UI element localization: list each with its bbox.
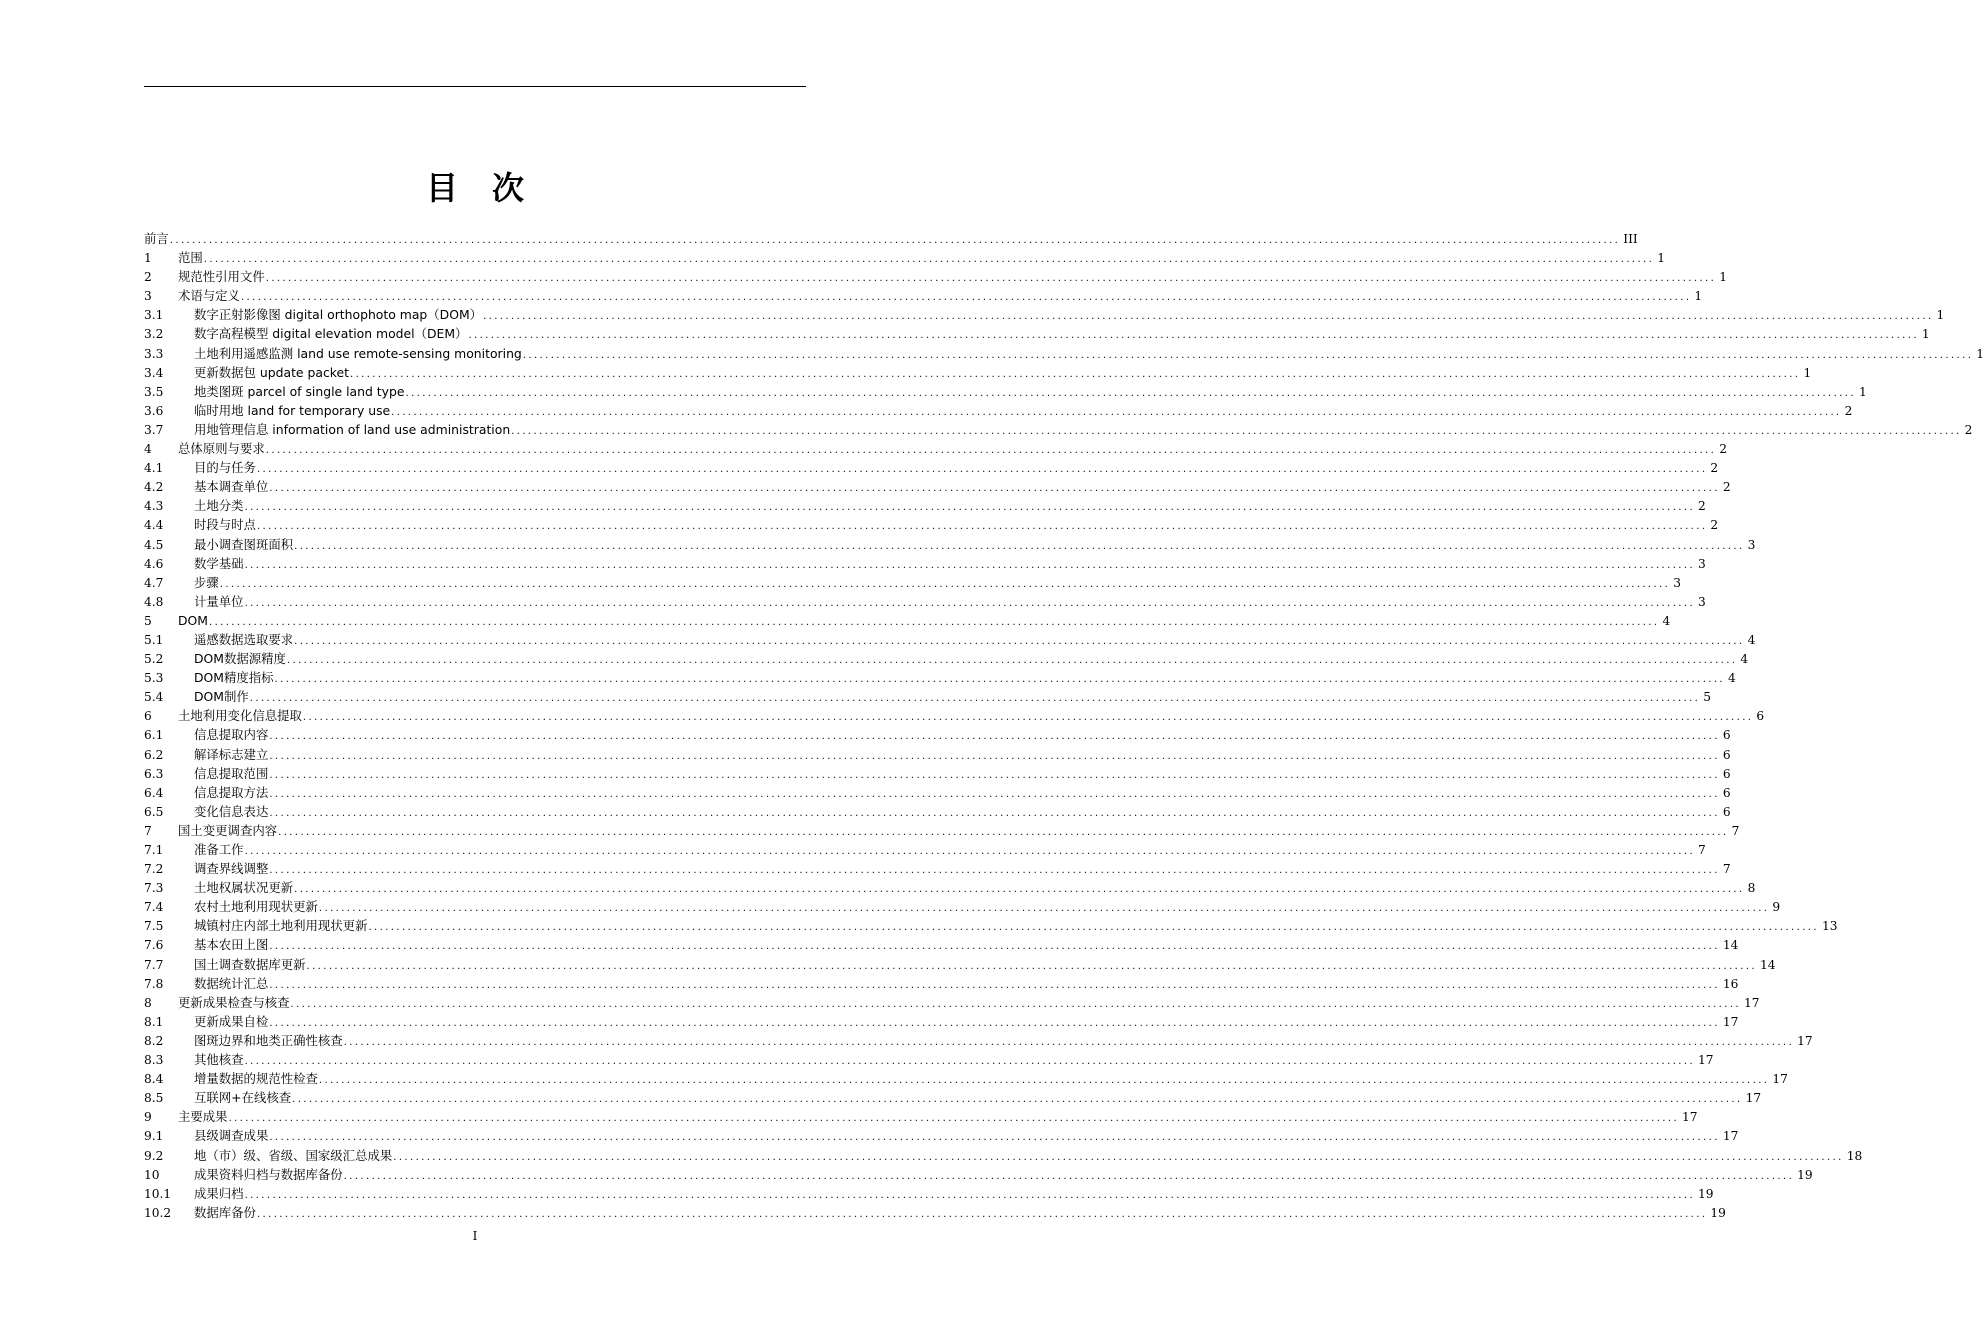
toc-entry-page: 3 xyxy=(1698,556,1706,571)
toc-dot-leader: .................................................................................................................................................................................................................................................................... xyxy=(169,235,1621,246)
toc-entry[interactable] xyxy=(144,668,1736,687)
toc-entry-title: DOM数据源精度 xyxy=(194,651,286,667)
toc-entry-title: 基本调查单位 xyxy=(194,479,269,495)
toc-entry[interactable] xyxy=(144,477,1731,496)
toc-dot-leader: .................................................................................................................................................................................................................................................................... xyxy=(274,674,1726,686)
table-of-contents xyxy=(144,229,1984,1222)
toc-entry-title: 成果归档 xyxy=(194,1185,244,1201)
toc-entry-page: 17 xyxy=(1772,1072,1788,1087)
toc-entry-title: 步骤 xyxy=(194,574,219,590)
toc-entry[interactable] xyxy=(144,1012,1739,1031)
toc-entry-page: 17 xyxy=(1743,995,1760,1010)
toc-entry[interactable] xyxy=(144,344,1984,363)
toc-dot-leader: .................................................................................................................................................................................................................................................................... xyxy=(294,540,1745,552)
toc-entry-title: DOM xyxy=(178,612,208,628)
toc-entry[interactable] xyxy=(144,1050,1714,1069)
toc-entry[interactable] xyxy=(144,267,1727,286)
toc-entry-page: 17 xyxy=(1745,1091,1762,1106)
toc-entry[interactable] xyxy=(144,687,1711,706)
toc-entry-number: 6.1 xyxy=(144,728,164,743)
toc-entry[interactable] xyxy=(144,1031,1813,1050)
toc-dot-leader: .................................................................................................................................................................................................................................................................... xyxy=(278,826,1729,838)
toc-dot-leader: .................................................................................................................................................................................................................................................................... xyxy=(391,406,1842,418)
toc-dot-leader: .................................................................................................................................................................................................................................................................... xyxy=(269,750,1720,762)
toc-entry-title: 成果资料归档与数据库备份 xyxy=(194,1166,343,1182)
toc-entry[interactable] xyxy=(144,496,1706,515)
toc-entry-number: 6.3 xyxy=(144,766,164,781)
toc-entry-title: 农村土地利用现状更新 xyxy=(194,899,318,915)
toc-entry-number: 8.4 xyxy=(144,1072,164,1087)
toc-dot-leader: .................................................................................................................................................................................................................................................................... xyxy=(343,1170,1795,1182)
toc-entry-number: 7.6 xyxy=(144,938,164,953)
toc-dot-leader: .................................................................................................................................................................................................................................................................... xyxy=(349,368,1801,380)
toc-entry[interactable] xyxy=(144,1107,1698,1126)
toc-entry-number: 5 xyxy=(144,613,152,628)
toc-entry-number: 7.4 xyxy=(144,900,164,915)
toc-entry[interactable] xyxy=(144,1203,1726,1222)
toc-entry-title: 信息提取内容 xyxy=(194,727,269,743)
toc-entry[interactable] xyxy=(144,974,1739,993)
toc-entry-title: 土地利用变化信息提取 xyxy=(178,708,302,724)
toc-entry[interactable] xyxy=(144,916,1838,935)
toc-entry-title: 计量单位 xyxy=(194,593,244,609)
toc-entry-number: 8.3 xyxy=(144,1053,164,1068)
toc-entry-number: 3.2 xyxy=(144,327,164,342)
toc-entry-number: 7.8 xyxy=(144,976,164,991)
toc-entry-number: 7.5 xyxy=(144,919,164,934)
toc-entry[interactable] xyxy=(144,592,1706,611)
toc-entry-page: 2 xyxy=(1964,422,1973,437)
toc-entry-title: 更新成果检查与核查 xyxy=(178,994,290,1010)
toc-entry-page: 18 xyxy=(1846,1148,1863,1163)
toc-entry-page: 14 xyxy=(1759,957,1776,972)
toc-entry[interactable] xyxy=(144,305,1945,324)
toc-entry[interactable] xyxy=(144,706,1765,725)
toc-entry[interactable] xyxy=(144,363,1812,382)
toc-entry-number: 3.5 xyxy=(144,384,164,399)
toc-entry-page: 4 xyxy=(1662,613,1671,628)
toc-entry-page: 6 xyxy=(1722,728,1731,743)
toc-entry-page: 2 xyxy=(1698,499,1706,514)
toc-entry-number: 6 xyxy=(144,709,152,724)
toc-dot-leader: .................................................................................................................................................................................................................................................................... xyxy=(219,578,1671,590)
toc-dot-leader: .................................................................................................................................................................................................................................................................... xyxy=(318,903,1770,915)
toc-entry-number: 5.4 xyxy=(144,690,164,705)
toc-entry-title: 解译标志建立 xyxy=(194,746,269,762)
toc-entry-page: 1 xyxy=(1719,270,1727,285)
toc-dot-leader: .................................................................................................................................................................................................................................................................... xyxy=(483,311,1934,323)
toc-entry[interactable] xyxy=(144,1146,1863,1165)
toc-entry-number: 5.3 xyxy=(144,671,164,686)
toc-entry-title: 数据库备份 xyxy=(194,1204,256,1220)
toc-entry-page: 17 xyxy=(1722,1014,1739,1029)
toc-entry-title: 土地分类 xyxy=(194,498,244,514)
toc-entry-title: 用地管理信息 information of land use administration xyxy=(194,421,511,437)
toc-entry-number: 4.7 xyxy=(144,575,164,590)
toc-entry[interactable] xyxy=(144,1184,1714,1203)
toc-dot-leader: .................................................................................................................................................................................................................................................................... xyxy=(294,884,1745,896)
toc-entry-page: 19 xyxy=(1698,1186,1714,1201)
toc-entry-page: 9 xyxy=(1772,900,1781,915)
toc-dot-leader: .................................................................................................................................................................................................................................................................... xyxy=(249,693,1701,705)
toc-entry[interactable] xyxy=(144,802,1731,821)
toc-entry-number: 7.7 xyxy=(144,957,164,972)
toc-entry-number: 8.5 xyxy=(144,1091,164,1106)
toc-entry-page: 1 xyxy=(1936,308,1945,323)
toc-entry-title: 调查界线调整 xyxy=(194,861,269,877)
toc-entry-title: 国土调查数据库更新 xyxy=(194,956,306,972)
toc-entry-title: 信息提取方法 xyxy=(194,784,269,800)
toc-entry-title: 临时用地 land for temporary use xyxy=(194,402,391,418)
toc-entry-number: 8.2 xyxy=(144,1033,164,1048)
toc-entry[interactable] xyxy=(144,1126,1739,1145)
toc-entry[interactable] xyxy=(144,859,1731,878)
toc-entry-page: 6 xyxy=(1722,804,1731,819)
toc-entry-page: 4 xyxy=(1740,652,1749,667)
toc-dot-leader: .................................................................................................................................................................................................................................................................... xyxy=(269,731,1720,743)
toc-dot-leader: .................................................................................................................................................................................................................................................................... xyxy=(343,1036,1795,1048)
toc-dot-leader: .................................................................................................................................................................................................................................................................... xyxy=(269,865,1720,877)
toc-entry-number: 5.2 xyxy=(144,652,164,667)
toc-entry[interactable] xyxy=(144,745,1731,764)
toc-entry-title: 地（市）级、省级、国家级汇总成果 xyxy=(194,1147,393,1163)
toc-entry-page: 1 xyxy=(1976,346,1984,361)
toc-entry-page: 3 xyxy=(1698,594,1706,609)
toc-entry[interactable] xyxy=(144,725,1731,744)
toc-entry[interactable] xyxy=(144,401,1853,420)
toc-entry[interactable] xyxy=(144,649,1749,668)
toc-dot-leader: .................................................................................................................................................................................................................................................................... xyxy=(256,521,1708,533)
toc-entry-title: 土地权属状况更新 xyxy=(194,880,294,896)
toc-entry-page: 3 xyxy=(1747,537,1756,552)
toc-entry[interactable] xyxy=(144,935,1739,954)
toc-dot-leader: .................................................................................................................................................................................................................................................................... xyxy=(511,425,1962,437)
toc-dot-leader: .................................................................................................................................................................................................................................................................... xyxy=(269,807,1720,819)
toc-entry-title: 术语与定义 xyxy=(178,288,240,304)
toc-entry-title: DOM精度指标 xyxy=(194,670,274,686)
toc-entry-page: 5 xyxy=(1703,690,1711,705)
toc-dot-leader: .................................................................................................................................................................................................................................................................... xyxy=(244,597,1696,609)
toc-entry-page: 4 xyxy=(1728,671,1736,686)
toc-entry-title: 准备工作 xyxy=(194,842,244,857)
toc-entry-title: 信息提取范围 xyxy=(194,765,269,781)
toc-entry-page: 7 xyxy=(1722,862,1731,877)
toc-dot-leader: .................................................................................................................................................................................................................................................................... xyxy=(203,254,1655,266)
toc-entry-page: 1 xyxy=(1657,251,1666,266)
toc-entry[interactable] xyxy=(144,515,1719,534)
toc-entry-title: 变化信息表达 xyxy=(194,803,269,819)
toc-entry-title: 增量数据的规范性检查 xyxy=(194,1071,318,1087)
toc-dot-leader: .................................................................................................................................................................................................................................................................... xyxy=(244,502,1696,514)
toc-entry-title: 城镇村庄内部土地利用现状更新 xyxy=(194,918,368,934)
toc-entry-page: 17 xyxy=(1698,1053,1714,1068)
toc-entry-page: III xyxy=(1623,232,1638,246)
toc-entry-title: 主要成果 xyxy=(178,1109,228,1125)
toc-dot-leader: .................................................................................................................................................................................................................................................................... xyxy=(269,979,1720,991)
toc-entry[interactable] xyxy=(144,1069,1788,1088)
toc-entry-page: 7 xyxy=(1731,823,1740,838)
toc-dot-leader: .................................................................................................................................................................................................................................................................... xyxy=(306,960,1757,972)
toc-entry[interactable] xyxy=(144,1088,1762,1107)
page-number: I xyxy=(472,1229,478,1243)
toc-entry-title: 目的与任务 xyxy=(194,460,256,476)
toc-entry-number: 7.2 xyxy=(144,862,164,877)
toc-dot-leader: .................................................................................................................................................................................................................................................................... xyxy=(265,273,1717,285)
toc-dot-leader: .................................................................................................................................................................................................................................................................... xyxy=(468,330,1919,342)
toc-entry-number: 4.2 xyxy=(144,480,164,495)
toc-entry-number: 9.2 xyxy=(144,1148,164,1163)
toc-entry-number: 3.4 xyxy=(144,365,164,380)
toc-dot-leader: .................................................................................................................................................................................................................................................................... xyxy=(318,1075,1770,1087)
toc-entry-title: 更新数据包 update packet xyxy=(194,364,349,380)
toc-entry-title: 数字高程模型 digital elevation model（DEM） xyxy=(194,326,468,342)
toc-entry-number: 4.1 xyxy=(144,461,164,476)
toc-entry-page: 1 xyxy=(1858,384,1867,399)
toc-entry[interactable] xyxy=(144,897,1781,916)
toc-entry[interactable] xyxy=(144,573,1682,592)
toc-dot-leader: .................................................................................................................................................................................................................................................................... xyxy=(302,712,1754,724)
toc-dot-leader: .................................................................................................................................................................................................................................................................... xyxy=(292,1094,1743,1106)
toc-dot-leader: .................................................................................................................................................................................................................................................................... xyxy=(294,635,1745,647)
toc-dot-leader: .................................................................................................................................................................................................................................................................... xyxy=(286,655,1738,667)
toc-entry[interactable] xyxy=(144,955,1776,974)
toc-entry[interactable] xyxy=(144,382,1867,401)
toc-entry[interactable] xyxy=(144,783,1731,802)
toc-entry-page: 2 xyxy=(1719,442,1727,457)
toc-entry-page: 6 xyxy=(1722,785,1731,800)
toc-entry-title: 总体原则与要求 xyxy=(178,441,265,457)
toc-entry-number: 7 xyxy=(144,823,152,838)
toc-entry-title: 数学基础 xyxy=(194,555,244,571)
toc-entry-number: 4 xyxy=(144,442,152,457)
toc-dot-leader: .................................................................................................................................................................................................................................................................... xyxy=(208,616,1660,628)
toc-entry-page: 7 xyxy=(1698,843,1706,857)
toc-entry-number: 10.1 xyxy=(144,1186,172,1201)
toc-entry-number: 4.8 xyxy=(144,594,164,609)
toc-dot-leader: .................................................................................................................................................................................................................................................................... xyxy=(228,1113,1680,1125)
toc-entry-number: 5.1 xyxy=(144,632,164,647)
toc-dot-leader: .................................................................................................................................................................................................................................................................... xyxy=(244,1189,1696,1201)
toc-entry-page: 1 xyxy=(1921,327,1930,342)
toc-entry-title: 数字正射影像图 digital orthophoto map（DOM） xyxy=(194,307,483,323)
toc-entry-page: 2 xyxy=(1710,518,1719,533)
toc-entry-number: 9 xyxy=(144,1110,152,1125)
toc-entry-title: DOM制作 xyxy=(194,689,249,705)
toc-entry-page: 17 xyxy=(1682,1110,1698,1125)
toc-dot-leader: .................................................................................................................................................................................................................................................................... xyxy=(269,1132,1720,1144)
toc-dot-leader: .................................................................................................................................................................................................................................................................... xyxy=(290,998,1741,1010)
toc-entry[interactable] xyxy=(144,458,1719,477)
toc-entry-number: 6.5 xyxy=(144,804,164,819)
toc-entry-title: 最小调查图斑面积 xyxy=(194,536,294,552)
toc-entry-page: 1 xyxy=(1694,289,1703,304)
toc-entry-number: 3.7 xyxy=(144,422,164,437)
toc-entry[interactable] xyxy=(144,439,1727,458)
toc-dot-leader: .................................................................................................................................................................................................................................................................... xyxy=(405,387,1856,399)
toc-entry[interactable] xyxy=(144,764,1731,783)
toc-entry-number: 3.1 xyxy=(144,308,164,323)
toc-entry-number: 4.6 xyxy=(144,556,164,571)
toc-entry-title: 县级调查成果 xyxy=(194,1128,269,1144)
toc-dot-leader: .................................................................................................................................................................................................................................................................... xyxy=(393,1151,1844,1163)
toc-entry[interactable] xyxy=(144,1165,1813,1184)
toc-entry-page: 2 xyxy=(1844,403,1853,418)
toc-entry[interactable] xyxy=(144,993,1760,1012)
toc-dot-leader: .................................................................................................................................................................................................................................................................... xyxy=(244,559,1696,571)
toc-entry-page: 17 xyxy=(1722,1129,1739,1144)
header-rule xyxy=(144,86,806,87)
toc-entry-number: 3.6 xyxy=(144,403,164,418)
toc-entry[interactable] xyxy=(144,324,1930,343)
toc-entry-number: 2 xyxy=(144,270,152,285)
toc-entry-title: 遥感数据选取要求 xyxy=(194,631,294,647)
toc-entry-number: 7.1 xyxy=(144,843,164,857)
toc-entry-title: 规范性引用文件 xyxy=(178,269,265,285)
toc-dot-leader: .................................................................................................................................................................................................................................................................... xyxy=(256,1208,1708,1220)
toc-dot-leader: .................................................................................................................................................................................................................................................................... xyxy=(244,1056,1696,1068)
toc-entry-number: 4.4 xyxy=(144,518,164,533)
toc-entry[interactable] xyxy=(144,821,1740,840)
toc-entry-page: 6 xyxy=(1756,709,1765,724)
toc-entry-number: 9.1 xyxy=(144,1129,164,1144)
toc-entry[interactable] xyxy=(144,535,1756,554)
toc-entry-title: 前言 xyxy=(144,231,169,246)
toc-entry-number: 7.3 xyxy=(144,881,164,896)
toc-dot-leader: .................................................................................................................................................................................................................................................................... xyxy=(522,349,1974,361)
toc-entry-title: 范围 xyxy=(178,250,203,266)
toc-entry[interactable] xyxy=(144,840,1706,859)
toc-dot-leader: .................................................................................................................................................................................................................................................................... xyxy=(269,769,1720,781)
toc-dot-leader: .................................................................................................................................................................................................................................................................... xyxy=(269,1017,1720,1029)
toc-entry-page: 16 xyxy=(1722,976,1739,991)
toc-entry[interactable] xyxy=(144,420,1973,439)
toc-entry-number: 10 xyxy=(144,1167,160,1182)
toc-entry-title: 互联网+在线核查 xyxy=(194,1090,292,1106)
toc-entry-page: 19 xyxy=(1797,1167,1813,1182)
toc-entry-title: 更新成果自检 xyxy=(194,1013,269,1029)
toc-entry-number: 6.4 xyxy=(144,785,164,800)
toc-entry-page: 3 xyxy=(1673,575,1682,590)
toc-entry-number: 4.5 xyxy=(144,537,164,552)
toc-dot-leader: .................................................................................................................................................................................................................................................................... xyxy=(269,788,1720,800)
toc-entry-title: 图斑边界和地类正确性核查 xyxy=(194,1032,343,1048)
toc-entry-page: 4 xyxy=(1747,632,1756,647)
toc-entry[interactable] xyxy=(144,248,1666,267)
toc-entry[interactable] xyxy=(144,229,1638,248)
toc-entry-page: 14 xyxy=(1722,938,1739,953)
toc-dot-leader: .................................................................................................................................................................................................................................................................... xyxy=(269,483,1720,495)
page-title: 目次 xyxy=(425,169,558,207)
toc-entry-page: 13 xyxy=(1821,919,1838,934)
toc-entry-number: 10.2 xyxy=(144,1205,172,1220)
toc-entry[interactable] xyxy=(144,630,1756,649)
toc-dot-leader: .................................................................................................................................................................................................................................................................... xyxy=(240,292,1692,304)
toc-entry-number: 6.2 xyxy=(144,747,164,762)
toc-dot-leader: .................................................................................................................................................................................................................................................................... xyxy=(265,445,1717,457)
toc-entry-number: 1 xyxy=(144,251,152,266)
toc-entry-page: 2 xyxy=(1722,480,1731,495)
toc-entry-title: 国土变更调查内容 xyxy=(178,822,278,838)
toc-entry-page: 6 xyxy=(1722,747,1731,762)
toc-entry-number: 3 xyxy=(144,289,152,304)
toc-entry-title: 数据统计汇总 xyxy=(194,975,269,991)
toc-entry-title: 其他核查 xyxy=(194,1052,244,1068)
toc-entry[interactable] xyxy=(144,286,1703,305)
toc-entry[interactable] xyxy=(144,611,1671,630)
toc-entry-page: 2 xyxy=(1710,461,1719,476)
toc-entry-title: 土地利用遥感监测 land use remote-sensing monitoring xyxy=(194,345,522,361)
toc-dot-leader: .................................................................................................................................................................................................................................................................... xyxy=(368,922,1819,934)
toc-entry-title: 基本农田上图 xyxy=(194,937,269,953)
toc-entry-page: 17 xyxy=(1797,1033,1813,1048)
toc-dot-leader: .................................................................................................................................................................................................................................................................... xyxy=(244,846,1696,857)
toc-entry-number: 8.1 xyxy=(144,1014,164,1029)
toc-entry[interactable] xyxy=(144,554,1706,573)
toc-entry-page: 6 xyxy=(1722,766,1731,781)
toc-entry-number: 4.3 xyxy=(144,499,164,514)
toc-entry-title: 地类图斑 parcel of single land type xyxy=(194,383,405,399)
toc-dot-leader: .................................................................................................................................................................................................................................................................... xyxy=(269,941,1720,953)
toc-entry-title: 时段与时点 xyxy=(194,517,256,533)
toc-entry-number: 3.3 xyxy=(144,346,164,361)
toc-entry-number: 8 xyxy=(144,995,152,1010)
toc-entry-page: 8 xyxy=(1747,881,1756,896)
toc-dot-leader: .................................................................................................................................................................................................................................................................... xyxy=(256,464,1708,476)
toc-entry[interactable] xyxy=(144,878,1756,897)
toc-entry-page: 1 xyxy=(1803,365,1812,380)
toc-entry-page: 19 xyxy=(1710,1205,1726,1220)
